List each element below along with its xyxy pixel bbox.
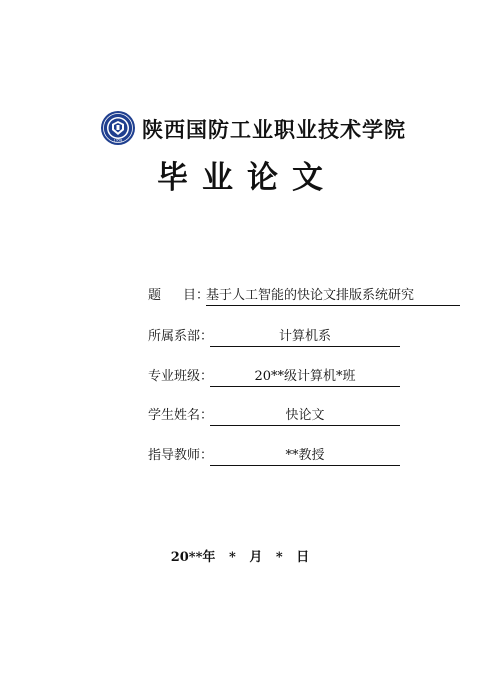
field-department <box>148 327 331 347</box>
field-topic-label: 题 目： <box>148 288 210 303</box>
field-topic-value: 基于人工智能的快论文排版系统研究 <box>206 286 460 306</box>
school-header <box>100 108 406 148</box>
field-advisor-label: 指导教师： <box>148 448 214 463</box>
field-advisor-value: **教授 <box>210 446 400 466</box>
school-seal-icon <box>100 110 136 146</box>
document-title: 毕业论文 <box>157 160 337 196</box>
field-student-name <box>148 406 325 426</box>
field-class-value: 20**级计算机*班 <box>210 367 400 387</box>
field-student-name-label: 学生姓名： <box>148 408 214 423</box>
field-department-value: 计算机系 <box>210 327 400 347</box>
field-class <box>148 367 356 387</box>
field-topic <box>148 286 415 306</box>
school-name: 陕西国防工业职业技术学院 <box>142 117 406 142</box>
field-student-name-value: 快论文 <box>210 406 400 426</box>
field-department-label: 所属系部： <box>148 329 214 344</box>
svg-text:1958: 1958 <box>113 138 123 143</box>
field-class-label: 专业班级： <box>148 369 214 384</box>
date-line: 20**年 * 月 * 日 <box>170 550 310 565</box>
field-advisor <box>148 446 325 466</box>
